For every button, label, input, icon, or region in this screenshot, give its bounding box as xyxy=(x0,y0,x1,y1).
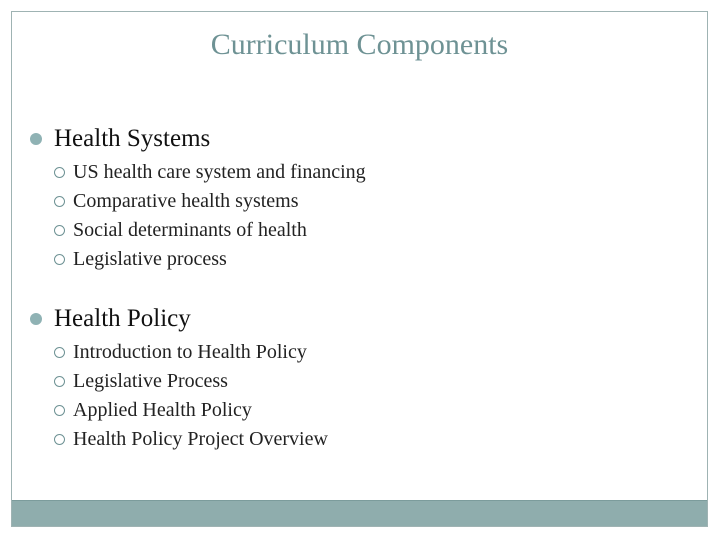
section-health-systems xyxy=(30,124,366,274)
section-heading xyxy=(30,304,328,334)
section-heading-text: Health Systems xyxy=(54,125,211,152)
hollow-circle-bullet-icon xyxy=(54,225,65,236)
list-item-text: Comparative health systems xyxy=(73,190,299,212)
list-item-text: Applied Health Policy xyxy=(73,399,252,421)
hollow-circle-bullet-icon xyxy=(54,167,65,178)
hollow-circle-bullet-icon xyxy=(54,196,65,207)
list-item-text: US health care system and financing xyxy=(73,161,366,183)
list-item-text: Legislative Process xyxy=(73,370,228,392)
list-item-text: Health Policy Project Overview xyxy=(73,428,328,450)
list-item xyxy=(30,338,328,367)
list-item xyxy=(30,216,366,245)
hollow-circle-bullet-icon xyxy=(54,405,65,416)
slide xyxy=(11,11,708,527)
list-item-text: Social determinants of health xyxy=(73,219,307,241)
sub-item-list xyxy=(30,158,366,274)
list-item xyxy=(30,187,366,216)
section-heading-text: Health Policy xyxy=(54,305,191,332)
list-item xyxy=(30,245,366,274)
section-heading xyxy=(30,124,366,154)
filled-circle-bullet-icon xyxy=(30,133,42,145)
section-health-policy xyxy=(30,304,328,454)
list-item xyxy=(30,396,328,425)
hollow-circle-bullet-icon xyxy=(54,376,65,387)
list-item xyxy=(30,367,328,396)
list-item xyxy=(30,158,366,187)
list-item-text: Legislative process xyxy=(73,248,227,270)
hollow-circle-bullet-icon xyxy=(54,347,65,358)
filled-circle-bullet-icon xyxy=(30,313,42,325)
slide-title: Curriculum Components xyxy=(210,28,509,61)
list-item-text: Introduction to Health Policy xyxy=(73,341,307,363)
footer-bar xyxy=(12,500,707,526)
list-item xyxy=(30,425,328,454)
hollow-circle-bullet-icon xyxy=(54,434,65,445)
hollow-circle-bullet-icon xyxy=(54,254,65,265)
sub-item-list xyxy=(30,338,328,454)
